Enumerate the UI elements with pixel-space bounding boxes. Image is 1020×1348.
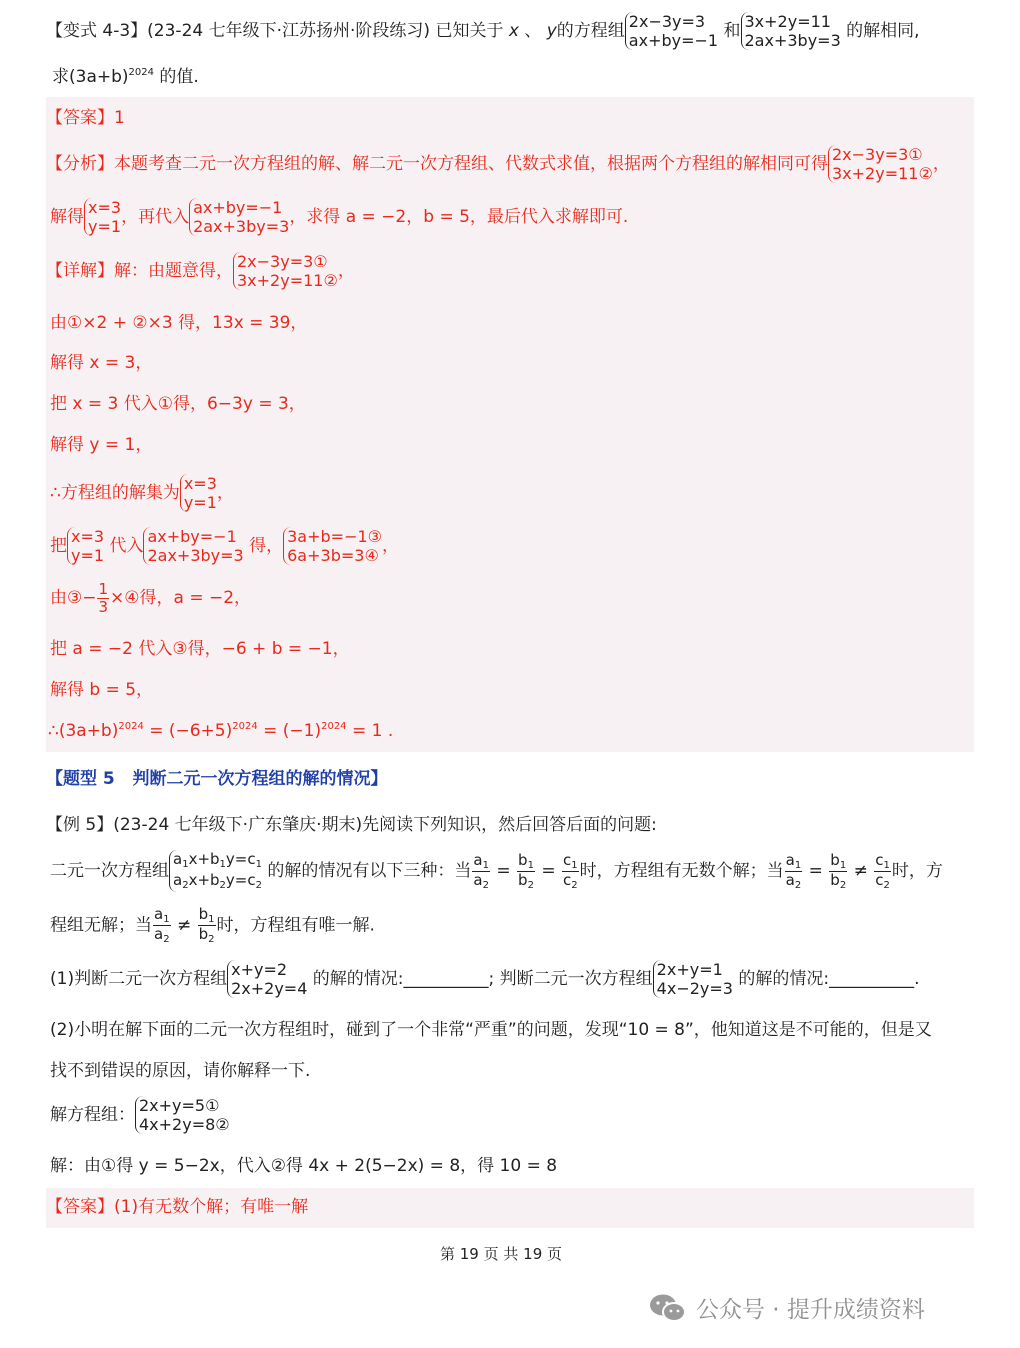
exponent: 2024 [128, 67, 154, 78]
stem-text: 的解相同, [846, 21, 920, 42]
question-4-3-line2: 求$(3a+b)^{2024}$ 的值. [52, 67, 199, 87]
question-1: (1)判断二元一次方程组 x+y=2 2x+2y=4 的解的情况:__________; 判断二元一次方程组 2x+y=1 4x−2y=3 的解的情况:__________. [50, 960, 920, 999]
answer-line [46, 110, 125, 127]
step-6: 把 x=3 y=1 代入 ax+by=−1 2ax+3by=3 得， 3a+b=−1③ 6a+3b=3④ ， [50, 527, 400, 566]
step-6-result: 3a+b=−1③ 6a+3b=3④ [283, 527, 382, 565]
fraction-b1-b2: $\frac{b_1}{b_2}$ [198, 905, 215, 945]
example-tag: 【例 5】 [46, 815, 114, 835]
stem-text: 的方程组 [556, 21, 625, 42]
fraction-a1-a2: $\frac{a_1}{a_2}$ [473, 850, 489, 891]
example-5-rule-line1: 二元一次方程组 $a_1x+b_1y=c_1$ $a_2x+b_2y=c_2$ 的解的情况有以下三种：当 $\frac{a_1}{a_2}$ = $\frac{b_1}{b_2}$ = $\frac{c_1}{c_2}$ 时，方程组有无数个解；当 $\frac{a_1}{a_2}$ = $\frac{b_1}{b_2}$ ≠ $\frac{c_1}{c_2}$ 时，方 [50, 850, 943, 891]
detail-system: 2x−3y=3① 3x+2y=11② [233, 252, 338, 290]
fraction-one-third: $\frac{1}{3}$ [98, 580, 109, 616]
answer-blank-1[interactable]: __________ [403, 969, 489, 990]
step-5: ∴方程组的解集为 x=3 y=1 ， [50, 474, 234, 513]
fraction-b1-b2: $\frac{b_1}{b_2}$ [518, 850, 534, 891]
analysis-text: 本题考查二元一次方程组的解、解二元一次方程组、代数式求值，根据两个方程组的解相同可得 [114, 154, 828, 175]
step-10: $\therefore(3a+b)^{2024} = (-6+5)^{2024} = (-1)^{2024} = 1$ . [48, 721, 394, 741]
answer-label: 【答案】 [46, 1197, 114, 1217]
analysis-solve-line: 解得 x=3 y=1 ，再代入 ax+by=−1 2ax+3by=3 ，求得 a = −2，b = 5，最后代入求解即可. [50, 198, 629, 237]
var-y: y [546, 21, 557, 42]
question-2-line1: (2)小明在解下面的二元一次方程组时，碰到了一个非常“严重”的问题，发现“10 = 8”，他知道这是不可能的，但是又 [50, 1020, 932, 1040]
section-title: 判断二元一次方程组的解的情况】 [132, 769, 388, 789]
step-6-system: ax+by=−1 2ax+3by=3 [143, 527, 243, 565]
general-system: $a_1x+b_1y=c_1$ $a_2x+b_2y=c_2$ [169, 850, 262, 892]
question-2-equations: 2x+y=5① 4x+2y=8② [135, 1096, 230, 1134]
question-1-system-a: x+y=2 2x+2y=4 [227, 960, 307, 998]
original-system: ax+by=−1 2ax+3by=3 [189, 198, 289, 236]
question-source: (23-24 七年级下·江苏扬州·阶段练习) [147, 21, 431, 42]
page-footer: 第 19 页 共 19 页 [440, 1245, 563, 1263]
fraction-a1-a2: $\frac{a_1}{a_2}$ [154, 905, 170, 945]
fraction-a1-a2: $\frac{a_1}{a_2}$ [785, 850, 802, 891]
step-1: 由①×2 + ②×3 得，13x = 39， [50, 313, 308, 333]
analysis-line: 【分析】本题考查二元一次方程组的解、解二元一次方程组、代数式求值，根据两个方程组的解相同可得 2x−3y=3① 3x+2y=11② ， [46, 145, 950, 184]
system-1: 2x−3y=3 ax+by=−1 [625, 12, 718, 50]
step-9: 解得 b = 5， [50, 680, 154, 700]
step-3: 把 x = 3 代入①得，6−3y = 3， [50, 394, 306, 414]
step-7: 由③− $\frac{1}{3}$ ×④得，a = −2， [50, 580, 252, 616]
example-5-rule-line2: 程组无解；当 $\frac{a_1}{a_2}$ ≠ $\frac{b_1}{b_2}$ 时，方程组有唯一解. [50, 905, 375, 945]
question-1-system-b: 2x+y=1 4x−2y=3 [653, 960, 733, 998]
wechat-icon [648, 1292, 688, 1329]
fraction-c1-c2: $\frac{c_1}{c_2}$ [875, 850, 890, 891]
section-header [46, 771, 388, 788]
question-2-system: 解方程组： 2x+y=5① 4x+2y=8② [50, 1096, 230, 1135]
stem-text: 已知关于 [435, 21, 504, 42]
detail-label: 【详解】 [46, 261, 114, 282]
step-2: 解得 x = 3， [50, 353, 153, 373]
step-5-system: x=3 y=1 [180, 474, 217, 512]
system-2: 3x+2y=11 2ax+3by=3 [741, 12, 841, 50]
example-5-answer [46, 1199, 308, 1216]
analysis-system: 2x−3y=3① 3x+2y=11② [828, 145, 933, 183]
question-tag: 【变式 4-3】 [46, 21, 148, 42]
section-label: 【题型 5 [46, 769, 115, 789]
analysis-label: 【分析】 [46, 154, 114, 175]
question-2-line2: 找不到错误的原因，请你解释一下. [50, 1061, 311, 1081]
step-6-solution: x=3 y=1 [67, 527, 104, 565]
example-source: (23-24 七年级下·广东肇庆·期末) [113, 815, 363, 835]
example-5-intro: 【例 5】(23-24 七年级下·广东肇庆·期末)先阅读下列知识，然后回答后面的问题: [46, 815, 657, 835]
question-2-solution: 解：由①得 y = 5−2x，代入②得 4x + 2(5−2x) = 8，得 10 = 8 [50, 1156, 558, 1176]
separator: 、 [524, 21, 542, 42]
answer-value: 1 [114, 108, 125, 128]
fraction-c1-c2: $\frac{c_1}{c_2}$ [563, 850, 578, 891]
solution-system: x=3 y=1 [84, 198, 121, 236]
and-word: 和 [723, 21, 741, 42]
step-4: 解得 y = 1， [50, 435, 153, 455]
question-4-3-line1 [46, 12, 920, 50]
answer-label: 【答案】 [46, 108, 114, 128]
var-x: x [508, 21, 519, 42]
watermark: 公众号 · 提升成绩资料 [648, 1292, 925, 1329]
step-8: 把 a = −2 代入③得，−6 + b = −1， [50, 639, 350, 659]
answer-value: (1)有无数个解；有唯一解 [114, 1197, 309, 1217]
answer-blank-2[interactable]: __________ [829, 969, 915, 990]
fraction-b1-b2: $\frac{b_1}{b_2}$ [830, 850, 847, 891]
detail-line: 【详解】解：由题意得， 2x−3y=3① 3x+2y=11② ， [46, 252, 355, 291]
